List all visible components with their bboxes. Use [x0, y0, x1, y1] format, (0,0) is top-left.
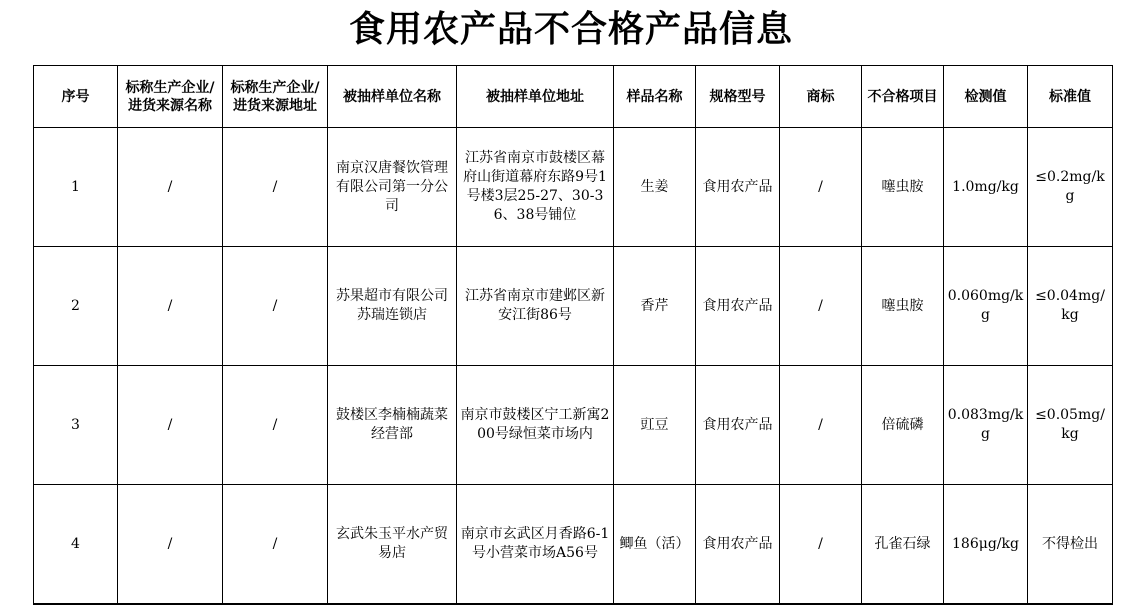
cell-brand: /: [780, 485, 862, 605]
cell-brand: /: [780, 247, 862, 366]
cell-producer-address: /: [223, 247, 328, 366]
nonconforming-products-table: [33, 65, 1113, 605]
cell-producer-address: /: [223, 485, 328, 605]
table-row: [34, 485, 1113, 605]
column-header-sampled-unit-name: 被抽样单位名称: [328, 66, 457, 128]
cell-index: 2: [34, 247, 118, 366]
cell-spec: 食用农产品: [696, 366, 780, 485]
cell-producer-address: /: [223, 128, 328, 247]
cell-spec: 食用农产品: [696, 247, 780, 366]
cell-index: 4: [34, 485, 118, 605]
cell-index: 3: [34, 366, 118, 485]
page-title: 食用农产品不合格产品信息: [348, 9, 793, 50]
cell-sample-name: 豇豆: [614, 366, 696, 485]
cell-brand: /: [780, 366, 862, 485]
cell-sampled-unit-name: 苏果超市有限公司苏瑞连锁店: [328, 247, 457, 366]
cell-producer-name: /: [118, 366, 223, 485]
cell-sample-name: 鲫鱼（活）: [614, 485, 696, 605]
cell-producer-address: /: [223, 366, 328, 485]
cell-nonconforming-item: 孔雀石绿: [862, 485, 944, 605]
cell-spec: 食用农产品: [696, 128, 780, 247]
cell-measured-value: 186μg/kg: [944, 485, 1028, 605]
cell-sampled-unit-name: 南京汉唐餐饮管理有限公司第一分公司: [328, 128, 457, 247]
cell-sampled-unit-name: 鼓楼区李楠楠蔬菜经营部: [328, 366, 457, 485]
column-header-sample-name: 样品名称: [614, 66, 696, 128]
column-header-index: 序号: [34, 66, 118, 128]
cell-sampled-unit-address: 江苏省南京市鼓楼区幕府山街道幕府东路9号1号楼3层25-27、30-36、38号铺位: [457, 128, 614, 247]
column-header-nonconforming-item: 不合格项目: [862, 66, 944, 128]
cell-measured-value: 1.0mg/kg: [944, 128, 1028, 247]
column-header-producer-name: 标称生产企业/进货来源名称: [118, 66, 223, 128]
column-header-standard-value: 标准值: [1028, 66, 1113, 128]
cell-sampled-unit-address: 南京市玄武区月香路6-1号小营菜市场A56号: [457, 485, 614, 605]
column-header-measured-value: 检测值: [944, 66, 1028, 128]
cell-nonconforming-item: 噻虫胺: [862, 128, 944, 247]
cell-producer-name: /: [118, 128, 223, 247]
table-header-row: [34, 66, 1113, 128]
column-header-producer-address: 标称生产企业/进货来源地址: [223, 66, 328, 128]
cell-standard-value: ≤0.05mg/kg: [1028, 366, 1113, 485]
cell-producer-name: /: [118, 485, 223, 605]
cell-sampled-unit-address: 南京市鼓楼区宁工新寓200号绿恒菜市场内: [457, 366, 614, 485]
cell-standard-value: ≤0.04mg/kg: [1028, 247, 1113, 366]
cell-producer-name: /: [118, 247, 223, 366]
cell-nonconforming-item: 噻虫胺: [862, 247, 944, 366]
cell-measured-value: 0.060mg/kg: [944, 247, 1028, 366]
cell-spec: 食用农产品: [696, 485, 780, 605]
table-row: [34, 128, 1113, 247]
cell-brand: /: [780, 128, 862, 247]
cell-standard-value: 不得检出: [1028, 485, 1113, 605]
cell-standard-value: ≤0.2mg/kg: [1028, 128, 1113, 247]
cell-sampled-unit-address: 江苏省南京市建邺区新安江街86号: [457, 247, 614, 366]
table-row: [34, 247, 1113, 366]
column-header-brand: 商标: [780, 66, 862, 128]
cell-index: 1: [34, 128, 118, 247]
cell-sample-name: 香芹: [614, 247, 696, 366]
table-row: [34, 366, 1113, 485]
cell-sampled-unit-name: 玄武朱玉平水产贸易店: [328, 485, 457, 605]
cell-measured-value: 0.083mg/kg: [944, 366, 1028, 485]
cell-nonconforming-item: 倍硫磷: [862, 366, 944, 485]
column-header-spec: 规格型号: [696, 66, 780, 128]
column-header-sampled-unit-address: 被抽样单位地址: [457, 66, 614, 128]
cell-sample-name: 生姜: [614, 128, 696, 247]
